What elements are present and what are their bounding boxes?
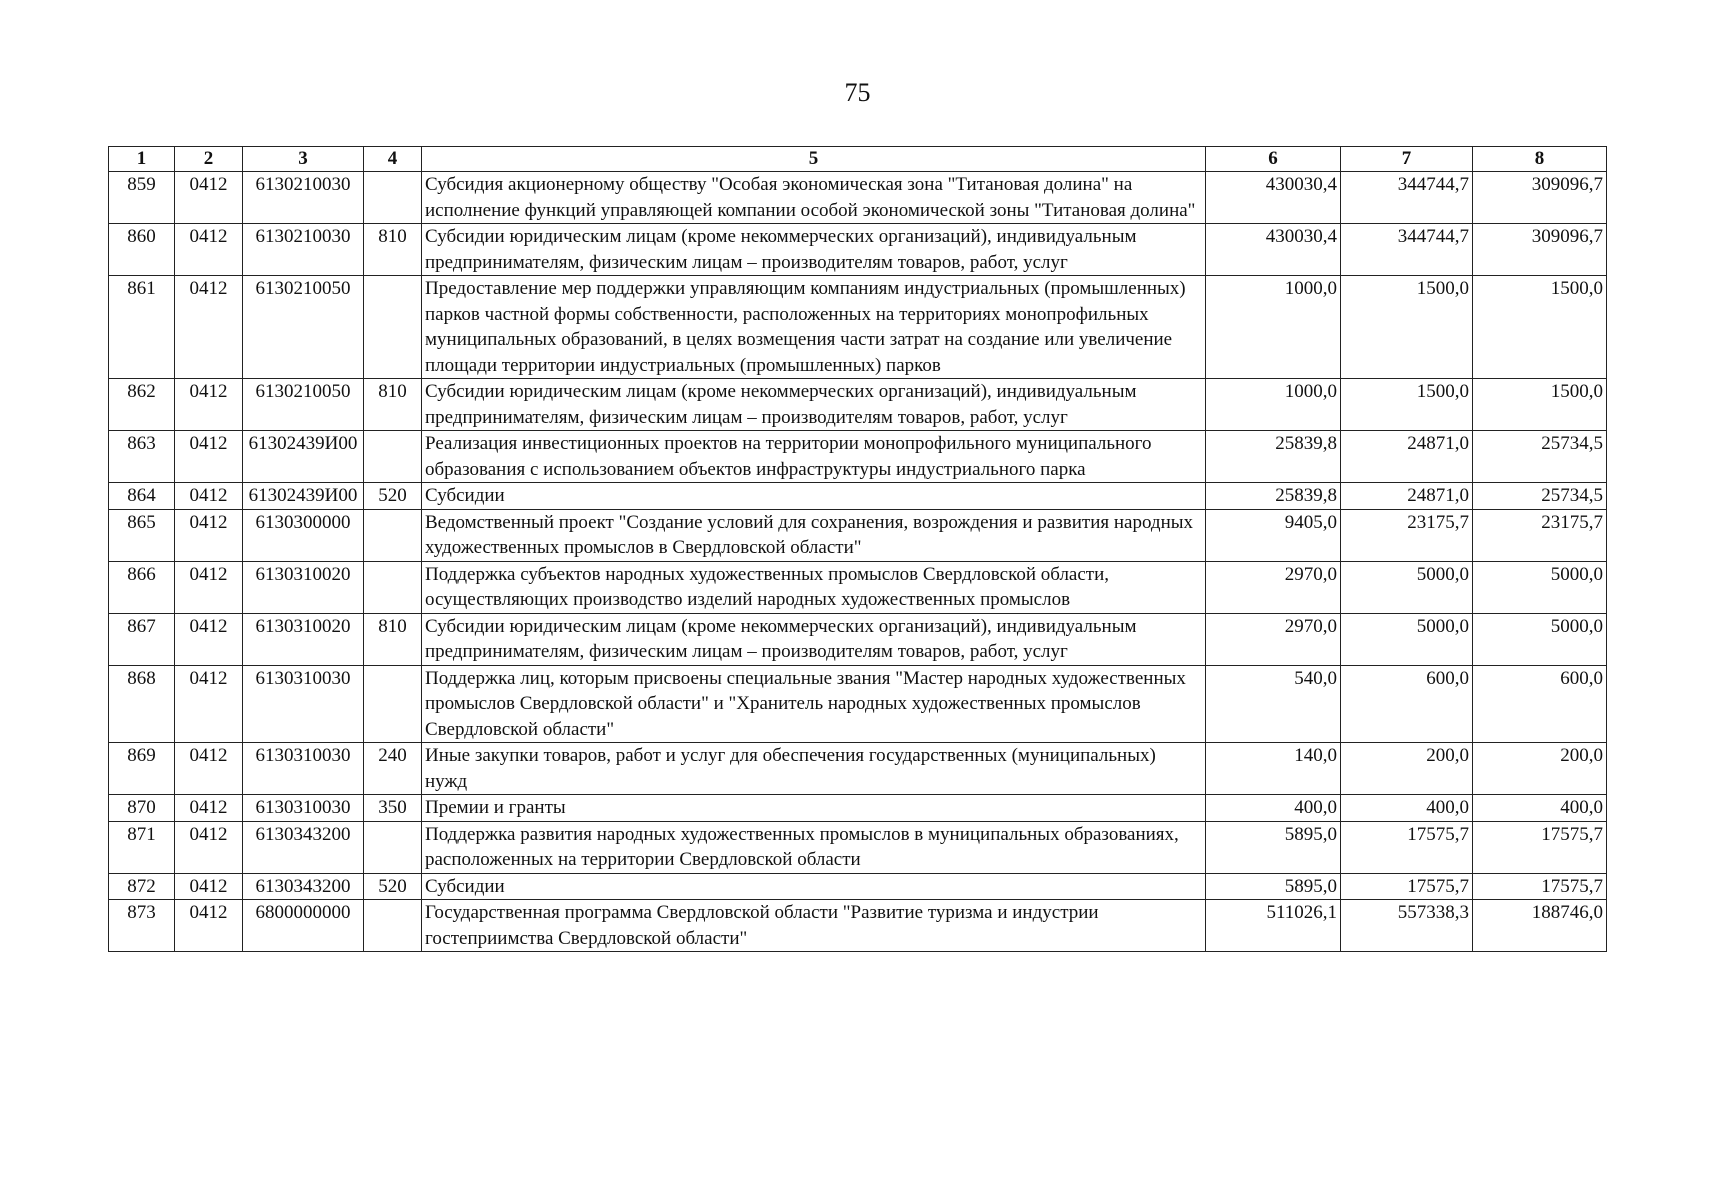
amount-col-6: 540,0 [1206,665,1341,743]
col-header-5: 5 [422,147,1206,172]
item-name: Премии и гранты [422,795,1206,822]
section-code: 0412 [175,509,243,561]
section-code: 0412 [175,873,243,900]
col-header-4: 4 [364,147,422,172]
amount-col-6: 430030,4 [1206,172,1341,224]
section-code: 0412 [175,743,243,795]
table-row [109,613,1607,665]
amount-col-7: 24871,0 [1341,483,1473,510]
col-header-2: 2 [175,147,243,172]
expense-kind-code [364,561,422,613]
amount-col-7: 17575,7 [1341,873,1473,900]
row-number: 863 [109,431,175,483]
section-code: 0412 [175,379,243,431]
target-article-code: 6130210050 [243,276,364,379]
row-number: 870 [109,795,175,822]
row-number: 862 [109,379,175,431]
amount-col-8: 309096,7 [1473,172,1607,224]
expense-kind-code [364,276,422,379]
target-article-code: 6130310030 [243,795,364,822]
col-header-1: 1 [109,147,175,172]
item-name: Поддержка лиц, которым присвоены специальные звания "Мастер народных художественных промыслов Свердловской области" и "Хранитель народных художественных промыслов Свердловской области" [422,665,1206,743]
amount-col-8: 309096,7 [1473,224,1607,276]
amount-col-8: 400,0 [1473,795,1607,822]
amount-col-7: 17575,7 [1341,821,1473,873]
table-row [109,379,1607,431]
expense-kind-code: 350 [364,795,422,822]
row-number: 872 [109,873,175,900]
amount-col-6: 140,0 [1206,743,1341,795]
amount-col-7: 344744,7 [1341,224,1473,276]
col-header-7: 7 [1341,147,1473,172]
amount-col-8: 188746,0 [1473,900,1607,952]
section-code: 0412 [175,900,243,952]
expense-kind-code: 810 [364,224,422,276]
row-number: 869 [109,743,175,795]
target-article-code: 6130343200 [243,821,364,873]
amount-col-6: 25839,8 [1206,431,1341,483]
section-code: 0412 [175,431,243,483]
target-article-code: 61302439И00 [243,483,364,510]
row-number: 859 [109,172,175,224]
target-article-code: 6130210050 [243,379,364,431]
table-row [109,431,1607,483]
budget-table [108,146,1607,952]
expense-kind-code: 520 [364,483,422,510]
col-header-8: 8 [1473,147,1607,172]
section-code: 0412 [175,665,243,743]
amount-col-7: 5000,0 [1341,561,1473,613]
item-name: Субсидия акционерному обществу "Особая экономическая зона "Титановая долина" на исполнение функций управляющей компании особой экономической зоны "Титановая долина" [422,172,1206,224]
amount-col-8: 17575,7 [1473,873,1607,900]
table-row [109,172,1607,224]
section-code: 0412 [175,224,243,276]
item-name: Предоставление мер поддержки управляющим компаниям индустриальных (промышленных) парков частной формы собственности, расположенных на территориях монопрофильных муниципальных образований, в целях возмещения части затрат на создание или увеличение площади территории индустриальных (промышленных) парков [422,276,1206,379]
item-name: Субсидии [422,873,1206,900]
table-row [109,821,1607,873]
table-body [109,172,1607,952]
target-article-code: 6130310020 [243,561,364,613]
expense-kind-code [364,900,422,952]
item-name: Государственная программа Свердловской области "Развитие туризма и индустрии гостеприимства Свердловской области" [422,900,1206,952]
item-name: Реализация инвестиционных проектов на территории монопрофильного муниципального образования с использованием объектов инфраструктуры индустриального парка [422,431,1206,483]
section-code: 0412 [175,483,243,510]
expense-kind-code [364,665,422,743]
row-number: 868 [109,665,175,743]
item-name: Субсидии [422,483,1206,510]
item-name: Ведомственный проект "Создание условий для сохранения, возрождения и развития народных художественных промыслов в Свердловской области" [422,509,1206,561]
amount-col-7: 24871,0 [1341,431,1473,483]
col-header-6: 6 [1206,147,1341,172]
item-name: Субсидии юридическим лицам (кроме некоммерческих организаций), индивидуальным предпринимателям, физическим лицам – производителям товаров, работ, услуг [422,613,1206,665]
table-row [109,561,1607,613]
row-number: 873 [109,900,175,952]
amount-col-6: 5895,0 [1206,821,1341,873]
amount-col-6: 2970,0 [1206,613,1341,665]
amount-col-6: 9405,0 [1206,509,1341,561]
expense-kind-code [364,431,422,483]
amount-col-8: 25734,5 [1473,483,1607,510]
amount-col-6: 25839,8 [1206,483,1341,510]
expense-kind-code: 240 [364,743,422,795]
amount-col-7: 5000,0 [1341,613,1473,665]
amount-col-8: 1500,0 [1473,379,1607,431]
table-row [109,483,1607,510]
section-code: 0412 [175,613,243,665]
expense-kind-code: 520 [364,873,422,900]
expense-kind-code: 810 [364,613,422,665]
section-code: 0412 [175,795,243,822]
amount-col-8: 1500,0 [1473,276,1607,379]
amount-col-7: 400,0 [1341,795,1473,822]
target-article-code: 61302439И00 [243,431,364,483]
table-row [109,224,1607,276]
amount-col-7: 1500,0 [1341,379,1473,431]
row-number: 861 [109,276,175,379]
amount-col-7: 557338,3 [1341,900,1473,952]
expense-kind-code [364,821,422,873]
amount-col-6: 511026,1 [1206,900,1341,952]
row-number: 864 [109,483,175,510]
amount-col-6: 430030,4 [1206,224,1341,276]
item-name: Иные закупки товаров, работ и услуг для обеспечения государственных (муниципальных) нужд [422,743,1206,795]
expense-kind-code: 810 [364,379,422,431]
table-row [109,276,1607,379]
table-row [109,795,1607,822]
amount-col-6: 400,0 [1206,795,1341,822]
target-article-code: 6130210030 [243,172,364,224]
table-row [109,509,1607,561]
target-article-code: 6130310020 [243,613,364,665]
section-code: 0412 [175,172,243,224]
row-number: 871 [109,821,175,873]
target-article-code: 6130310030 [243,665,364,743]
item-name: Субсидии юридическим лицам (кроме некоммерческих организаций), индивидуальным предпринимателям, физическим лицам – производителям товаров, работ, услуг [422,379,1206,431]
amount-col-6: 2970,0 [1206,561,1341,613]
target-article-code: 6130210030 [243,224,364,276]
amount-col-8: 17575,7 [1473,821,1607,873]
amount-col-7: 344744,7 [1341,172,1473,224]
target-article-code: 6130300000 [243,509,364,561]
table-row [109,743,1607,795]
item-name: Субсидии юридическим лицам (кроме некоммерческих организаций), индивидуальным предпринимателям, физическим лицам – производителям товаров, работ, услуг [422,224,1206,276]
amount-col-6: 1000,0 [1206,379,1341,431]
row-number: 867 [109,613,175,665]
expense-kind-code [364,509,422,561]
amount-col-8: 5000,0 [1473,561,1607,613]
amount-col-6: 1000,0 [1206,276,1341,379]
amount-col-6: 5895,0 [1206,873,1341,900]
target-article-code: 6130343200 [243,873,364,900]
amount-col-7: 23175,7 [1341,509,1473,561]
amount-col-8: 25734,5 [1473,431,1607,483]
table-row [109,900,1607,952]
amount-col-7: 600,0 [1341,665,1473,743]
page-number: 75 [844,78,871,107]
target-article-code: 6800000000 [243,900,364,952]
expense-kind-code [364,172,422,224]
col-header-3: 3 [243,147,364,172]
target-article-code: 6130310030 [243,743,364,795]
row-number: 865 [109,509,175,561]
amount-col-7: 200,0 [1341,743,1473,795]
amount-col-8: 200,0 [1473,743,1607,795]
item-name: Поддержка развития народных художественных промыслов в муниципальных образованиях, расположенных на территории Свердловской области [422,821,1206,873]
section-code: 0412 [175,276,243,379]
amount-col-8: 5000,0 [1473,613,1607,665]
table-row [109,873,1607,900]
header-row [109,147,1607,172]
row-number: 866 [109,561,175,613]
amount-col-8: 600,0 [1473,665,1607,743]
amount-col-8: 23175,7 [1473,509,1607,561]
table-row [109,665,1607,743]
item-name: Поддержка субъектов народных художественных промыслов Свердловской области, осуществляющих производство изделий народных художественных промыслов [422,561,1206,613]
row-number: 860 [109,224,175,276]
section-code: 0412 [175,561,243,613]
amount-col-7: 1500,0 [1341,276,1473,379]
section-code: 0412 [175,821,243,873]
